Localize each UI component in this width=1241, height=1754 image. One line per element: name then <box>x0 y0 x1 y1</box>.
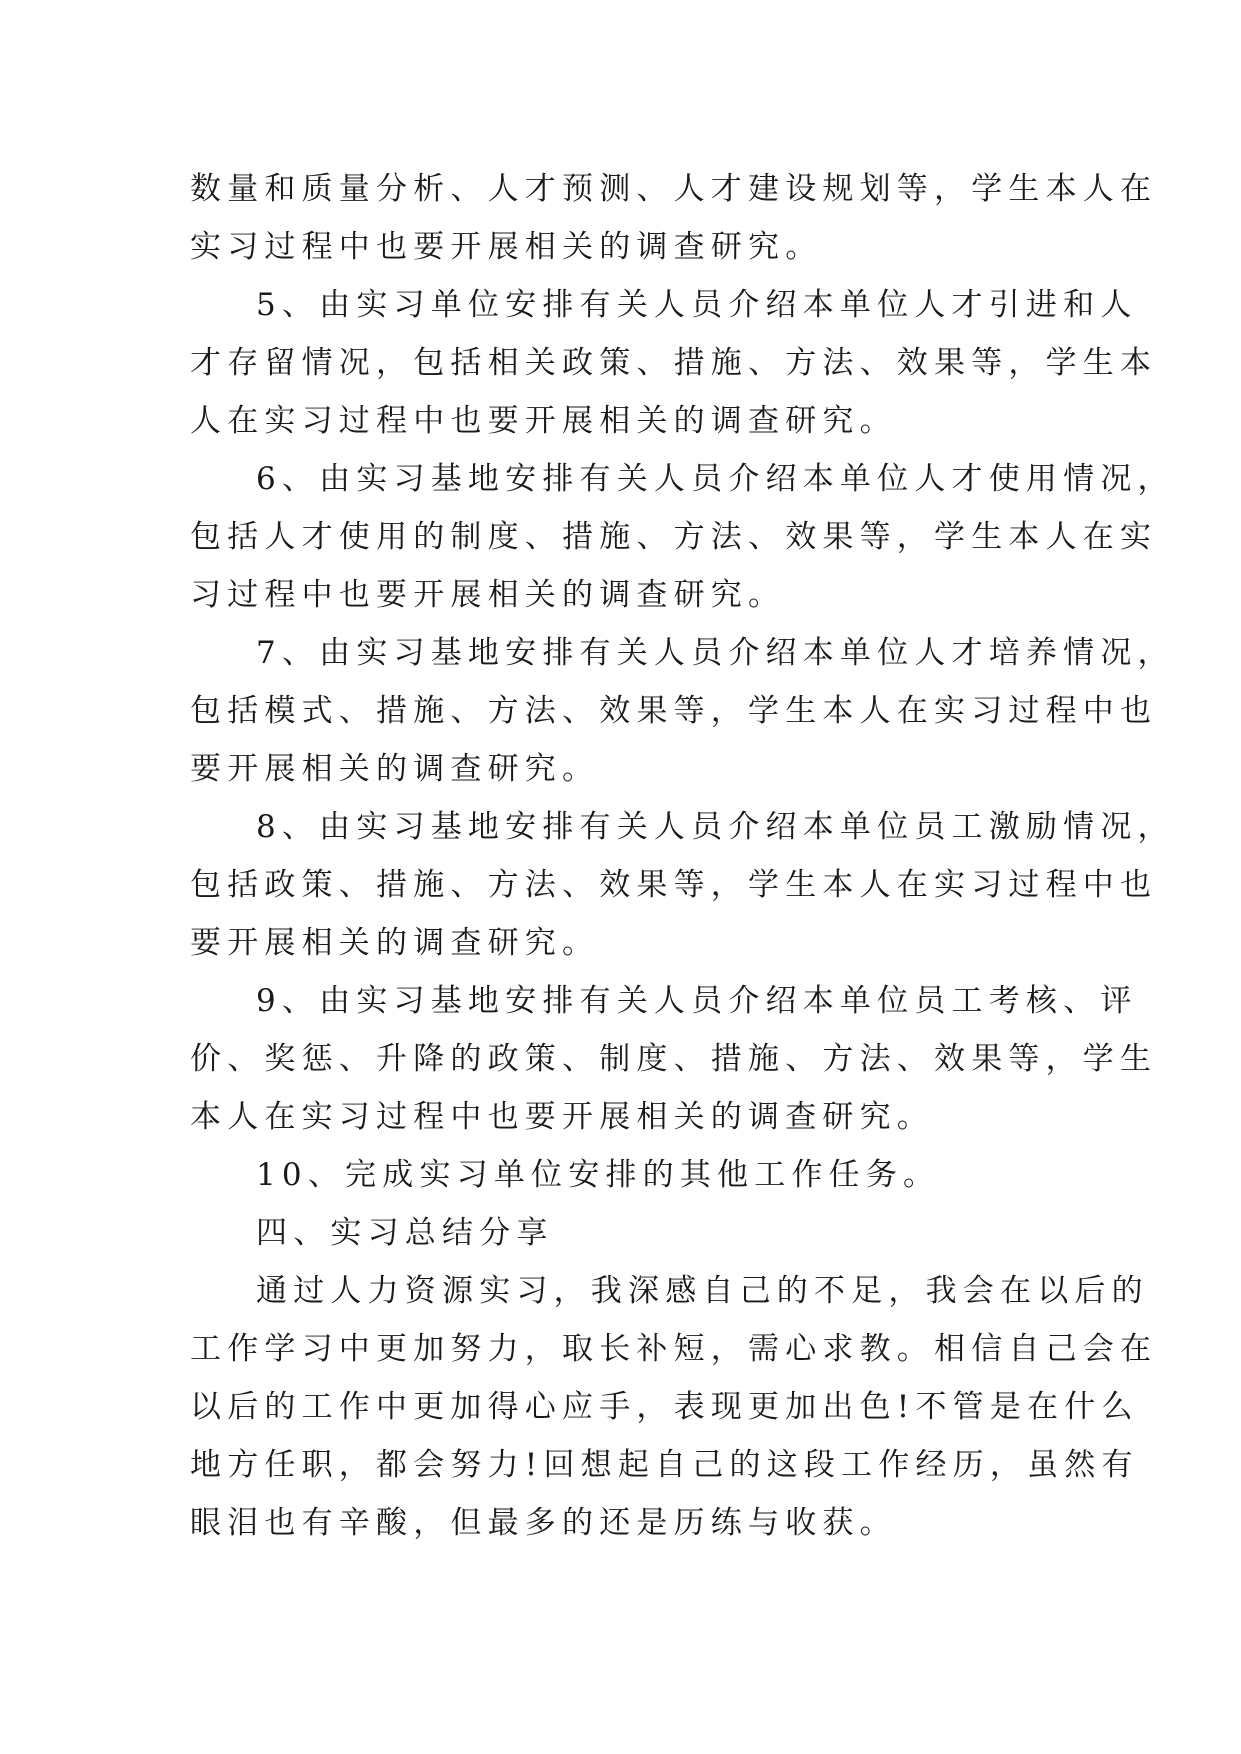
text-line: 眼泪也有辛酸，但最多的还是历练与收获。 <box>190 1505 897 1541</box>
text-line: 包括人才使用的制度、措施、方法、效果等，学生本人在实 <box>190 519 1158 555</box>
section-heading: 四、实习总结分享 <box>256 1215 554 1251</box>
text-line: 要开展相关的调查研究。 <box>190 751 600 787</box>
text-line: 包括政策、措施、方法、效果等，学生本人在实习过程中也 <box>190 867 1158 903</box>
text-line: 价、奖惩、升降的政策、制度、措施、方法、效果等，学生 <box>190 1041 1158 1077</box>
text-line: 包括模式、措施、方法、效果等，学生本人在实习过程中也 <box>190 693 1158 729</box>
text-line: 才存留情况，包括相关政策、措施、方法、效果等，学生本 <box>190 345 1158 381</box>
text-line: 要开展相关的调查研究。 <box>190 925 600 961</box>
paragraph-start-line: 通过人力资源实习，我深感自己的不足，我会在以后的 <box>256 1273 1149 1309</box>
text-line: 以后的工作中更加得心应手，表现更加出色!不管是在什么 <box>190 1389 1139 1425</box>
text-line: 实习过程中也要开展相关的调查研究。 <box>190 229 823 265</box>
text-line: 工作学习中更加努力，取长补短，需心求教。相信自己会在 <box>190 1331 1158 1367</box>
paragraph-start-line: 5、由实习单位安排有关人员介绍本单位人才引进和人 <box>256 287 1138 323</box>
text-line: 地方任职，都会努力!回想起自己的这段工作经历，虽然有 <box>190 1447 1139 1483</box>
paragraph-start-line: 7、由实习基地安排有关人员介绍本单位人才培养情况， <box>256 635 1175 671</box>
text-line: 数量和质量分析、人才预测、人才建设规划等，学生本人在 <box>190 171 1158 207</box>
paragraph-start-line: 6、由实习基地安排有关人员介绍本单位人才使用情况， <box>256 461 1175 497</box>
document-body <box>190 160 1175 1552</box>
paragraph-start-line: 9、由实习基地安排有关人员介绍本单位员工考核、评 <box>256 983 1138 1019</box>
text-line: 人在实习过程中也要开展相关的调查研究。 <box>190 403 897 439</box>
paragraph-start-line: 10、完成实习单位安排的其他工作任务。 <box>256 1157 941 1193</box>
text-line: 本人在实习过程中也要开展相关的调查研究。 <box>190 1099 934 1135</box>
text-line: 习过程中也要开展相关的调查研究。 <box>190 577 786 613</box>
paragraph-start-line: 8、由实习基地安排有关人员介绍本单位员工激励情况， <box>256 809 1175 845</box>
